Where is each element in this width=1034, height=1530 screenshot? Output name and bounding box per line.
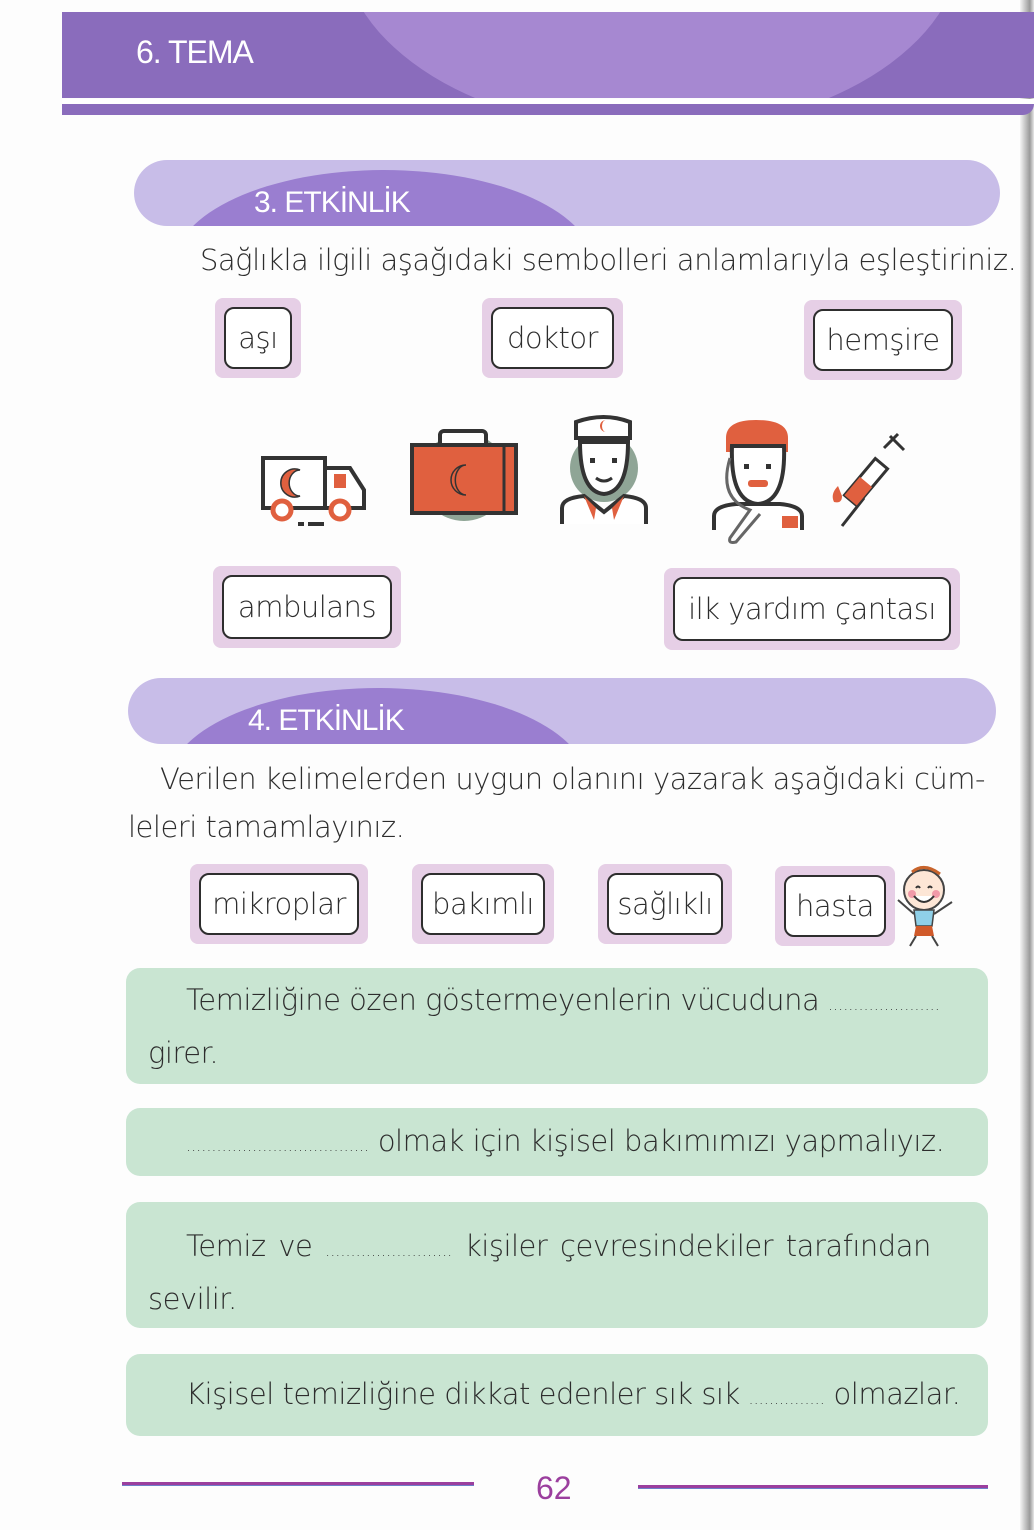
word-card-label: ambulans bbox=[222, 575, 392, 639]
word-card-hasta[interactable] bbox=[775, 866, 895, 946]
word-card-asi[interactable] bbox=[215, 298, 301, 378]
word-card-label: ilk yardım çantası bbox=[673, 577, 951, 641]
sentence-box-3 bbox=[126, 1202, 988, 1328]
nurse-icon[interactable] bbox=[558, 412, 654, 526]
activity4-instruction-line1: Verilen kelimelerden uygun olanını yazarak aşağıdaki cüm- bbox=[160, 762, 985, 796]
word-card-label: hemşire bbox=[813, 309, 953, 371]
word-card-mikroplar[interactable] bbox=[190, 864, 368, 944]
word-card-ilk-yardim-cantasi[interactable] bbox=[664, 568, 960, 650]
word-card-doktor[interactable] bbox=[482, 298, 623, 378]
answer-blank[interactable]: ......................... bbox=[325, 1241, 453, 1260]
answer-blank[interactable]: ...................... bbox=[827, 995, 940, 1014]
page-edge-shadow bbox=[1020, 0, 1034, 1530]
sentence-text: Temiz ve bbox=[186, 1229, 313, 1263]
footer-line-right bbox=[638, 1485, 988, 1489]
footer-line-left bbox=[122, 1482, 474, 1486]
ambulance-icon[interactable] bbox=[258, 448, 370, 528]
theme-banner bbox=[62, 12, 1034, 98]
word-card-label: sağlıklı bbox=[607, 873, 723, 935]
banner-stripe bbox=[62, 104, 1034, 115]
answer-blank[interactable]: ............... bbox=[748, 1389, 825, 1408]
banner-wave-decoration bbox=[342, 12, 962, 98]
word-card-label: aşı bbox=[224, 307, 292, 369]
sentence-text: girer. bbox=[148, 1036, 219, 1070]
sentence-text: kişiler çevresindekiler tarafından bbox=[464, 1229, 931, 1263]
word-card-label: mikroplar bbox=[199, 873, 359, 935]
word-card-ambulans[interactable] bbox=[213, 566, 401, 648]
sentence-box-4 bbox=[126, 1354, 988, 1436]
sentence-text: Kişisel temizliğine dikkat edenler sık sık bbox=[186, 1377, 740, 1411]
page-number: 62 bbox=[536, 1470, 572, 1506]
word-card-label: hasta bbox=[784, 875, 886, 937]
word-card-label: bakımlı bbox=[421, 873, 545, 935]
syringe-icon[interactable] bbox=[828, 428, 912, 530]
answer-blank[interactable]: .................................... bbox=[186, 1136, 370, 1155]
happy-child-icon bbox=[892, 864, 958, 950]
activity4-instruction-line2: leleri tamamlayınız. bbox=[128, 810, 405, 844]
sentence-box-1 bbox=[126, 968, 988, 1084]
activity3-header bbox=[134, 160, 1000, 226]
sentence-box-2 bbox=[126, 1108, 988, 1176]
sentence-text: Temizliğine özen göstermeyenlerin vücuduna bbox=[186, 983, 820, 1017]
doctor-icon[interactable] bbox=[710, 418, 806, 548]
word-card-bakimli[interactable] bbox=[412, 864, 554, 944]
word-card-saglikli[interactable] bbox=[598, 864, 732, 944]
activity3-label: 3. ETKİNLİK bbox=[254, 186, 410, 219]
word-card-hemsire[interactable] bbox=[804, 300, 962, 380]
first-aid-kit-icon[interactable] bbox=[408, 425, 520, 525]
theme-title: 6. TEMA bbox=[136, 34, 253, 70]
sentence-text: sevilir. bbox=[148, 1282, 237, 1316]
activity4-header bbox=[128, 678, 996, 744]
word-card-label: doktor bbox=[491, 307, 614, 369]
activity4-label: 4. ETKİNLİK bbox=[248, 704, 404, 737]
sentence-text: olmazlar. bbox=[833, 1377, 961, 1411]
activity3-instruction: Sağlıkla ilgili aşağıdaki sembolleri anlamlarıyla eşleştiriniz. bbox=[200, 243, 1017, 277]
sentence-text: olmak için kişisel bakımımızı yapmalıyız. bbox=[377, 1124, 945, 1158]
